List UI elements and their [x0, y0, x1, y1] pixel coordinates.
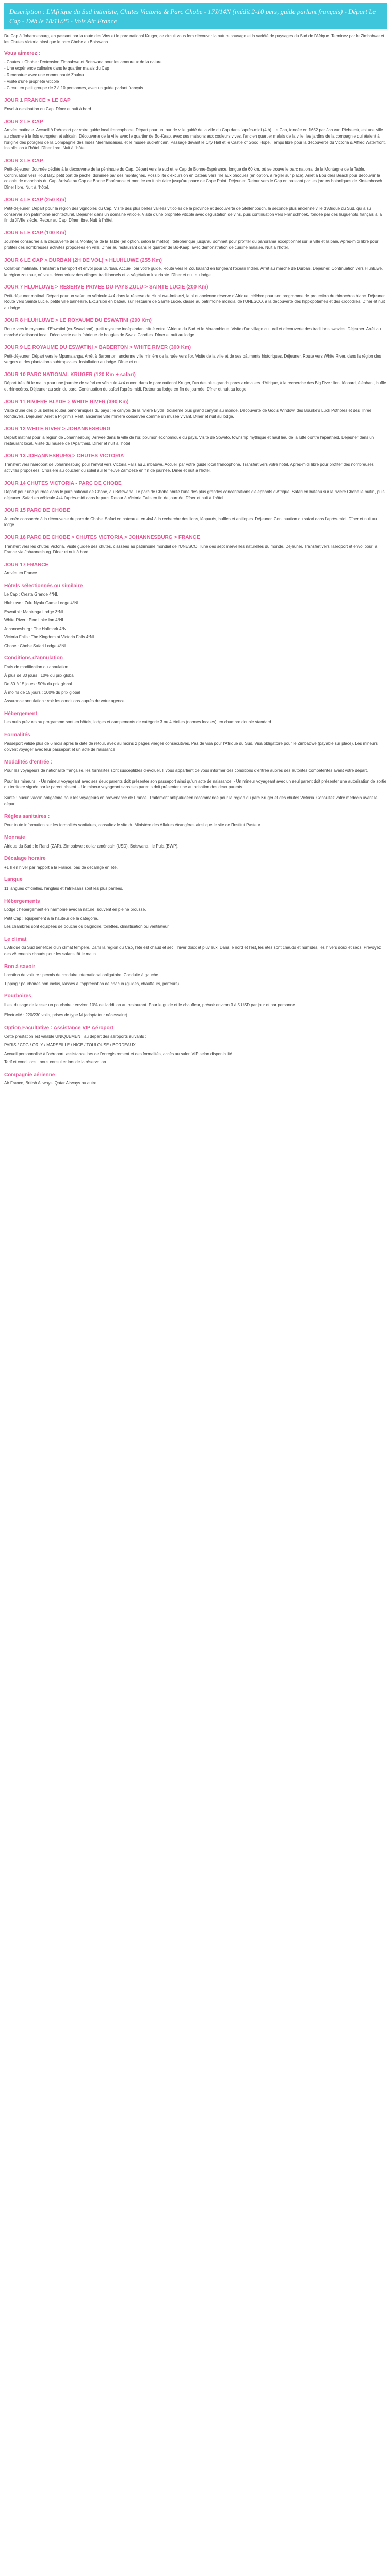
- section-line: Johannesburg : The Hallmark 4*NL: [4, 626, 69, 631]
- section-line: Eswatini : Mantenga Lodge 3*NL: [4, 609, 64, 614]
- itinerary-day: [4, 118, 387, 151]
- section-line: Victoria Falls : The Kingdom at Victoria Falls 4*NL: [4, 635, 95, 640]
- section-title: Bon à savoir: [4, 963, 36, 970]
- day-title: JOUR 15 PARC DE CHOBE: [4, 507, 70, 514]
- info-section: [4, 583, 387, 649]
- day-description: Petit-déjeuner. Journée dédiée à la découverte de la péninsule du Cap. Départ vers le sud et le Cap de Bonne-Espérance, longue de 60 km, où se trouve le parc national de la Montagne de la Table. Continuation vers Hout Bay, petit port de pêche, dominée par des montagnes. Possibilité d'excursion en bateau vers l'île aux phoques (en option, à régler sur place). Arrêt à Boulders Beach pour découvrir la colonie de manchots du Cap. Arrivée au Cap de Bonne Espérance et montée en funiculaire jusqu'au phare de Cape Point. Déjeuner. Retour vers le Cap en passant par les jardins botaniques de Kirstenbosch. Dîner libre. Nuit à l'hôtel.: [4, 167, 383, 190]
- section-line: Air France, British Airways, Qatar Airways ou autre...: [4, 1081, 100, 1086]
- itinerary-day: [4, 534, 387, 555]
- day-title: JOUR 17 FRANCE: [4, 562, 49, 568]
- itinerary-day: [4, 453, 387, 474]
- itinerary-day: [4, 399, 387, 420]
- day-title: JOUR 4 LE CAP (250 Km): [4, 197, 67, 203]
- day-title: JOUR 8 HLUHLUWE > LE ROYAUME DU ESWATINI (290 Km): [4, 317, 152, 324]
- section-line: White River : Pine Lake Inn 4*NL: [4, 618, 64, 623]
- section-line: Accueil personnalisé à l'aéroport, assistance lors de l'enregistrement et des formalités, accès au salon VIP selon disponibilité.: [4, 1051, 234, 1056]
- day-description: Collation matinale. Transfert à l'aéroport et envol pour Durban. Accueil par votre guide. Route vers le Zoulouland en longeant l'océan Indien. Arrêt au marché de Durban. Déjeuner. Continuation vers Hluhluwe, la région zouloue, où vous découvrirez des villages traditionnels et la végétation luxuriante. Dîner et nuit au lodge.: [4, 266, 383, 277]
- day-title: JOUR 16 PARC DE CHOBE > CHUTES VICTORIA > JOHANNESBURG > FRANCE: [4, 535, 200, 541]
- section-title: Modalités d'entrée :: [4, 759, 53, 765]
- day-title: JOUR 12 WHITE RIVER > JOHANNESBURG: [4, 426, 111, 432]
- day-description: Arrivée en France.: [4, 571, 38, 576]
- section-line: Afrique du Sud : le Rand (ZAR). Zimbabwe : dollar américain (USD). Botswana : le Pula (BWP).: [4, 843, 179, 849]
- section-title: Hôtels sélectionnés ou similaire: [4, 583, 83, 589]
- day-title: JOUR 9 LE ROYAUME DU ESWATINI > BABERTON > WHITE RIVER (300 Km): [4, 345, 191, 351]
- section-line: Les chambres sont équipées de douche ou baignoire, toilettes, climatisation ou ventilateur.: [4, 924, 170, 929]
- info-section: [4, 813, 387, 828]
- section-line: À plus de 30 jours : 10% du prix global: [4, 673, 75, 678]
- section-line: De 30 à 15 jours : 50% du prix global: [4, 682, 72, 687]
- highlights-heading: Vous aimerez :: [4, 50, 40, 57]
- itinerary-day: [4, 317, 387, 338]
- section-line: Le Cap : Cresta Grande 4*NL: [4, 592, 58, 597]
- itinerary-day: [4, 158, 387, 191]
- section-title: Formalités: [4, 732, 30, 738]
- highlight-item: - Une expérience culinaire dans le quartier malais du Cap: [4, 66, 109, 71]
- section-line: Tipping : pourboires non inclus, laissés à l'appréciation de chacun (guides, chauffeurs, porteurs).: [4, 981, 181, 986]
- section-title: Décalage horaire: [4, 856, 46, 862]
- highlight-item: - Rencontrer avec une communauté Zoulou: [4, 72, 84, 77]
- section-line: Pour les voyageurs de nationalité française, les formalités sont susceptibles d'évoluer. Il vous appartient de vous informer des conditions d'entrée auprès des autorités compétentes avant votre départ.: [4, 768, 368, 773]
- day-description: Transfert vers les chutes Victoria. Visite guidée des chutes, classées au patrimoine mondial de l'UNESCO, l'une des sept merveilles naturelles du monde. Déjeuner. Transfert vers l'aéroport et envol pour la France via Johannesburg. Dîner et nuit à bord.: [4, 544, 378, 555]
- day-description: Départ très tôt le matin pour une journée de safari en véhicule 4x4 ouvert dans le parc national Kruger, l'un des plus grands parcs animaliers d'Afrique, à la recherche des Big Five : lion, léopard, éléphant, buffle et rhinocéros. Déjeuner au sein du parc. Continuation du safari l'après-midi. Retour au lodge en fin de journée. Dîner et nuit au lodge.: [4, 381, 386, 392]
- day-description: Petit-déjeuner matinal. Départ pour un safari en véhicule 4x4 dans la réserve de Hluhluwe-Imfolozi, la plus ancienne réserve d'Afrique, célèbre pour son programme de protection du rhinocéros blanc. Déjeuner. Route vers Sainte Lucie, petite ville balnéaire. Excursion en bateau sur l'estuaire de Sainte Lucie, classé au patrimoine mondial de l'UNESCO, à la découverte des hippopotames et des crocodiles. Dîner et nuit au lodge.: [4, 293, 386, 310]
- section-title: Option Facultative : Assistance VIP Aéroport: [4, 1025, 113, 1031]
- info-section: [4, 936, 387, 957]
- section-line: Hluhluwe : Zulu Nyala Game Lodge 4*NL: [4, 600, 80, 605]
- day-description: Départ pour une journée dans le parc national de Chobe, au Botswana. Le parc de Chobe abrite l'une des plus grandes concentrations d'éléphants d'Afrique. Safari en bateau sur la rivière Chobe le matin, puis déjeuner. Safari en véhicule 4x4 l'après-midi dans le parc. Retour à Victoria Falls en fin de journée. Dîner et nuit à l'hôtel.: [4, 489, 385, 500]
- section-title: Monnaie: [4, 835, 25, 841]
- info-section: [4, 963, 387, 987]
- day-title: JOUR 10 PARC NATIONAL KRUGER (120 Km + safari): [4, 371, 136, 378]
- info-section: [4, 732, 387, 753]
- day-title: JOUR 3 LE CAP: [4, 158, 43, 164]
- day-description: Journée consacrée à la découverte de la Montagne de la Table (en option, selon la météo) : téléphérique jusqu'au sommet pour profiter du panorama exceptionnel sur la ville et la baie. Après-midi libre pour profiter des nombreuses activités proposées en ville. Dîner au restaurant dans le quartier de Bo-Kaap, avec démonstration de cuisine malaise. Nuit à l'hôtel.: [4, 239, 379, 250]
- itinerary-day: [4, 284, 387, 311]
- day-description: Départ matinal pour la région de Johannesburg. Arrivée dans la ville de l'or, poumon économique du pays. Visite de Soweto, township mythique et haut lieu de la lutte contre l'apartheid. Déjeuner dans un restaurant local. Visite du musée de l'Apartheid. Dîner et nuit à l'hôtel.: [4, 435, 374, 446]
- info-section: [4, 655, 387, 704]
- day-description: Petit-déjeuner. Départ pour la région des vignobles du Cap. Visite des plus belles vallées viticoles de la province et découverte de Stellenbosch, la seconde plus ancienne ville d'Afrique du Sud, qui a su conserver son patrimoine architectural. Déjeuner dans un domaine viticole. Visite d'une propriété viticole avec dégustation de vins, puis continuation vers Franschhoek, fondée par des huguenots français à la fin du XVIIe siècle. Retour au Cap. Dîner libre. Nuit à l'hôtel.: [4, 206, 382, 223]
- section-line: Location de voiture : permis de conduire international obligatoire. Conduite à gauche.: [4, 973, 160, 978]
- day-description: Petit-déjeuner. Départ vers le Mpumalanga. Arrêt à Barberton, ancienne ville minière de la ruée vers l'or. Visite de la ville et de ses bâtiments historiques. Déjeuner. Route vers White River, dans la région des vergers et des plantations subtropicales. Installation au lodge. Dîner et nuit.: [4, 353, 381, 365]
- section-title: Pourboires: [4, 993, 31, 999]
- section-line: Il est d'usage de laisser un pourboire : environ 10% de l'addition au restaurant. Pour le guide et le chauffeur, prévoir environ 3 à 5 USD par jour et par personne.: [4, 1002, 296, 1007]
- itinerary-day: [4, 344, 387, 365]
- section-title: Langue: [4, 877, 23, 883]
- section-line: Petit Cap : équipement à la hauteur de la catégorie.: [4, 916, 99, 921]
- day-title: JOUR 14 CHUTES VICTORIA - PARC DE CHOBE: [4, 480, 122, 486]
- itinerary-day: [4, 257, 387, 278]
- itinerary-day: [4, 197, 387, 224]
- section-line: Pour toute information sur les formalités sanitaires, consultez le site du Ministère des Affaires étrangères ainsi que le site de l'Institut Pasteur.: [4, 822, 262, 827]
- section-title: Compagnie aérienne: [4, 1072, 55, 1078]
- day-description: Transfert vers l'aéroport de Johannesburg pour l'envol vers Victoria Falls au Zimbabwe. Accueil par votre guide local francophone. Transfert vers votre hôtel. Après-midi libre pour profiter des nombreuses activités proposées. Croisière au coucher du soleil sur le fleuve Zambèze en fin de journée. Dîner et nuit à l'hôtel.: [4, 462, 374, 473]
- section-line: Assurance annulation : voir les conditions auprès de votre agence.: [4, 699, 126, 704]
- info-section: [4, 898, 387, 930]
- title-banner: [4, 3, 387, 29]
- day-description: Arrivée matinale. Accueil à l'aéroport par votre guide local francophone. Départ pour un tour de ville guidé de la ville du Cap dans l'après-midi (4 h). Le Cap, fondée en 1652 par Jan van Riebeeck, est une ville au charme à la fois européen et africain. Découverte de la ville avec le quartier de Bo-Kaap, avec ses maisons aux couleurs vives, l'ancien quartier malais de la ville, les jardins de la compagnie qui étaient à l'origine des potagers de la Compagnie des Indes Néerlandaises, et le musée sud-africain. Passage devant le City Hall et le Castle of Good Hope. Temps libre pour la découverte du Victoria & Alfred Waterfront. Installation à l'hôtel. Dîner libre. Nuit à l'hôtel.: [4, 128, 386, 151]
- section-line: Chobe : Chobe Safari Lodge 4*NL: [4, 643, 67, 648]
- highlight-item: - Circuit en petit groupe de 2 à 10 personnes, avec un guide parlant français: [4, 86, 143, 91]
- section-line: 11 langues officielles, l'anglais et l'afrikaans sont les plus parlées.: [4, 886, 123, 891]
- day-description: Journée consacrée à la découverte du parc de Chobe. Safari en bateau et en 4x4 à la recherche des lions, léopards, buffles et antilopes. Déjeuner. Continuation du safari dans l'après-midi. Dîner et nuit au lodge.: [4, 516, 377, 528]
- section-title: Règles sanitaires :: [4, 814, 50, 820]
- itinerary: [4, 97, 387, 577]
- section-line: Cette prestation est valable UNIQUEMENT au départ des aéroports suivants :: [4, 1034, 146, 1039]
- section-line: +1 h en hiver par rapport à la France, pas de décalage en été.: [4, 865, 118, 870]
- section-line: Tarif et conditions : nous consulter lors de la réservation.: [4, 1060, 107, 1065]
- day-description: Route vers le royaume d'Eswatini (ex-Swaziland), petit royaume indépendant situé entre l'Afrique du Sud et le Mozambique. Visite d'un village culturel et découverte des traditions swazies. Déjeuner. Arrêt au marché d'artisanat local. Découverte de la fabrique de bougies de Swazi Candles. Dîner et nuit au lodge.: [4, 327, 381, 337]
- section-line: Pour les mineurs : - Un mineur voyageant avec ses deux parents doit présenter son passeport ainsi qu'un acte de naissance. - Un mineur voyageant avec un seul parent doit présenter une autorisation de sortie du territoire signée par le parent absent. - Un mineur voyageant sans ses parents doit présenter une autorisation des deux parents.: [4, 778, 387, 790]
- section-line: Frais de modification ou annulation :: [4, 664, 71, 669]
- day-title: JOUR 1 FRANCE > LE CAP: [4, 97, 71, 104]
- section-line: Santé : aucun vaccin obligatoire pour les voyageurs en provenance de France. Traitement antipaludéen recommandé pour la région du parc Kruger et des chutes Victoria. Consultez votre médecin avant le départ.: [4, 795, 378, 806]
- info-section: [4, 834, 387, 849]
- day-title: JOUR 11 RIVIERE BLYDE > WHITE RIVER (390 Km): [4, 399, 129, 405]
- itinerary-day: [4, 97, 387, 112]
- day-title: JOUR 6 LE CAP > DURBAN (2H DE VOL) > HLUHLUWE (255 Km): [4, 257, 162, 263]
- page: [0, 3, 391, 1087]
- day-title: JOUR 7 HLUHLUWE > RESERVE PRIVEE DU PAYS ZULU > SAINTE LUCIE (200 Km): [4, 284, 208, 291]
- day-title: JOUR 2 LE CAP: [4, 118, 43, 125]
- info-section: [4, 759, 387, 807]
- info-section: [4, 855, 387, 870]
- info-section: [4, 1072, 387, 1087]
- highlights-list: [4, 59, 387, 91]
- section-line: Les nuits prévues au programme sont en hôtels, lodges et campements de catégorie 3 ou 4 étoiles (normes locales), en chambre double standard.: [4, 720, 272, 725]
- section-title: Hébergements: [4, 898, 40, 904]
- section-line: Passeport valide plus de 6 mois après la date de retour, avec au moins 2 pages vierges consécutives. Pas de visa pour l'Afrique du Sud. Visa obligatoire pour le Zimbabwe (payable sur place). Les mineurs doivent voyager avec leur passeport et un acte de naissance.: [4, 741, 378, 752]
- info-section: [4, 876, 387, 891]
- section-line: Lodge : hébergement en harmonie avec la nature, souvent en pleine brousse.: [4, 907, 146, 912]
- day-description: Visite d'une des plus belles routes panoramiques du pays : le canyon de la rivière Blyde, troisième plus grand canyon au monde. Découverte de God's Window, des Bourke's Luck Potholes et des Three Rondavels. Déjeuner. Arrêt à Pilgrim's Rest, ancienne ville minière conservée comme un musée vivant. Dîner et nuit au lodge.: [4, 408, 372, 419]
- section-line: À moins de 15 jours : 100% du prix global: [4, 690, 80, 695]
- info-section: [4, 710, 387, 725]
- section-line: L'Afrique du Sud bénéficie d'un climat tempéré. Dans la région du Cap, l'été est chaud et sec, l'hiver doux et pluvieux. Dans le nord et l'est, les étés sont chauds et humides, les hivers doux et secs. Prévoyez des vêtements chauds pour les safaris tôt le matin.: [4, 945, 381, 956]
- itinerary-day: [4, 426, 387, 447]
- highlight-item: - Chutes + Chobe : l'extension Zimbabwe et Botswana pour les amoureux de la nature: [4, 59, 162, 64]
- section-title: Conditions d'annulation: [4, 655, 63, 662]
- intro-text: Du Cap à Johannesburg, en passant par la route des Vins et le parc national Kruger, ce circuit vous fera découvrir la nature sauvage et la variété de paysages du Sud de l'Afrique. Terminez par le Zimbabwe et les Chutes Victoria ainsi que le parc Chobe au Botswana.: [4, 33, 384, 44]
- highlight-item: - Visite d'une propriété viticole: [4, 79, 59, 84]
- itinerary-day: [4, 480, 387, 501]
- info-sections: [4, 583, 387, 1087]
- itinerary-day: [4, 507, 387, 528]
- itinerary-day: [4, 562, 387, 577]
- section-line: PARIS / CDG / ORLY / MARSEILLE / NICE / TOULOUSE / BORDEAUX: [4, 1043, 136, 1047]
- section-title: Hébergement: [4, 710, 37, 717]
- day-description: Envol à destination du Cap. Dîner et nuit à bord.: [4, 107, 92, 112]
- page-title: Description : L'Afrique du Sud intimiste, Chutes Victoria & Parc Chobe - 17J/14N (inédit 2-10 pers, guide parlant français) - Départ Le Cap - Déb le 18/11/25 - Vols Air France: [9, 8, 376, 25]
- section-line: Électricité : 220/230 volts, prises de type M (adaptateur nécessaire).: [4, 1013, 129, 1018]
- itinerary-day: [4, 371, 387, 393]
- info-section: [4, 1025, 387, 1065]
- day-title: JOUR 5 LE CAP (100 Km): [4, 230, 67, 236]
- itinerary-day: [4, 230, 387, 251]
- info-section: [4, 993, 387, 1019]
- section-title: Le climat: [4, 936, 27, 942]
- day-title: JOUR 13 JOHANNESBURG > CHUTES VICTORIA: [4, 453, 124, 459]
